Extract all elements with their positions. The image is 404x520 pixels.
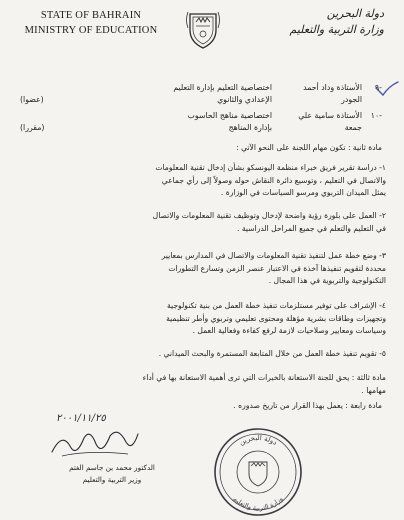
member-role: (مقررا)	[20, 123, 45, 132]
article-three-line1: مادة ثالثة : يحق للجنة الاستعانة بالخبرات التي ترى أهمية الاستعانة بها في أداء	[142, 373, 386, 382]
letterhead-arabic	[264, 6, 384, 37]
article-two-item	[18, 250, 386, 288]
handwritten-date: ٢٠٠١/١١/٢٥	[56, 413, 106, 424]
item-line: محددة لتقويم تنفيذها آخذة في الاعتبار عنصر الزمن وتسارع التطورات	[168, 263, 386, 273]
minister-title: وزير التربية والتعليم	[82, 475, 142, 484]
emblem-icon	[184, 8, 222, 50]
minister-name: الدكتور محمد بن جاسم الغتم	[69, 463, 155, 472]
member-specialty-line1: اختصاصية التعليم بإدارة التعليم	[173, 83, 272, 92]
svg-text:وزارة التربية والتعليم	[232, 495, 285, 512]
article-two-item	[18, 348, 386, 361]
letterhead-english	[16, 8, 166, 38]
member-row	[20, 110, 382, 136]
article-two-item	[18, 300, 386, 338]
svg-text:دولة البحرين	[238, 434, 279, 447]
item-line: ٤- الإشراف على توفير مستلزمات تنفيذ خطة العمل من بنية تكنولوجية	[166, 301, 386, 310]
item-line: يمثل الميدان التربوي ومرسو السياسات في الوزارة .	[220, 188, 386, 197]
member-specialty	[102, 82, 272, 106]
member-number: -٩	[374, 83, 382, 92]
letterhead-english-state: STATE OF BAHRAIN	[40, 10, 142, 21]
member-specialty-line2: بإدارة المناهج	[228, 123, 272, 132]
item-line: والاتصال في التعليم ، وتوسيع دائرة النقاش حوله وصولاً إلى رأي جماعي	[161, 175, 386, 185]
letterhead-arabic-ministry: وزارة التربية والتعليم	[289, 23, 384, 36]
letterhead-arabic-state: دولة البحرين	[326, 7, 384, 20]
member-specialty-line1: اختصاصية مناهج الحاسوب	[187, 111, 272, 120]
member-name: الأستاذة سامية علي جمعة	[298, 111, 362, 132]
minister-block	[52, 462, 172, 486]
item-line: وسياسات ومعايير وصلاحيات لازمة لرفع كفاءة وفعالية العمل .	[192, 326, 386, 335]
item-line: وتجهيزات وطاقات بشرية مؤهلة ومحتوى تعليمي وتربوي وأطر تنظيمية	[166, 313, 386, 323]
item-line: ٥- تقويم تنفيذ خطة العمل من خلال المتابعة المستمرة والبحث الميداني .	[158, 349, 386, 358]
signature-icon	[48, 424, 140, 462]
article-four: مادة رابعة : يعمل بهذا القرار من تاريخ صدوره .	[233, 401, 382, 410]
item-line: ١- دراسة تقرير فريق خبراء منظمة اليونسكو بشأن إدخال تقنية المعلومات	[155, 163, 386, 172]
member-row	[20, 82, 382, 108]
item-line: التكنولوجية والتربوية في هذا المجال .	[268, 276, 386, 285]
item-line: ٢- العمل على بلورة رؤية واضحة لإدخال وتوظيف تقنية المعلومات والاتصال	[152, 211, 386, 220]
article-two-heading: مادة ثانية : تكون مهام اللجنة على النحو الآتي :	[236, 143, 382, 152]
member-name: الأستاذة وداد أحمد الجودر	[303, 83, 362, 104]
member-specialty	[102, 110, 272, 134]
article-two-item	[18, 162, 386, 200]
seal-text-top: دولة البحرين	[237, 433, 279, 447]
member-role: (عضوا)	[20, 95, 44, 104]
seal-text-bottom: وزارة التربية والتعليم	[231, 494, 285, 513]
letterhead-english-ministry: MINISTRY OF EDUCATION	[24, 25, 158, 36]
article-two-item	[18, 210, 386, 235]
member-specialty-line2: الإعدادي والثانوي	[217, 95, 272, 104]
article-three	[18, 372, 386, 397]
item-line: في التعليم والتعلم في جميع المراحل الدراسية .	[237, 223, 386, 233]
article-three-line2: مهامها .	[361, 385, 386, 395]
official-seal-icon	[212, 426, 304, 518]
member-number: -١٠	[370, 111, 382, 120]
item-line: ٣- وضع خطة عمل لتنفيذ تقنية المعلومات والاتصال في المدارس بمعايير	[161, 251, 386, 260]
